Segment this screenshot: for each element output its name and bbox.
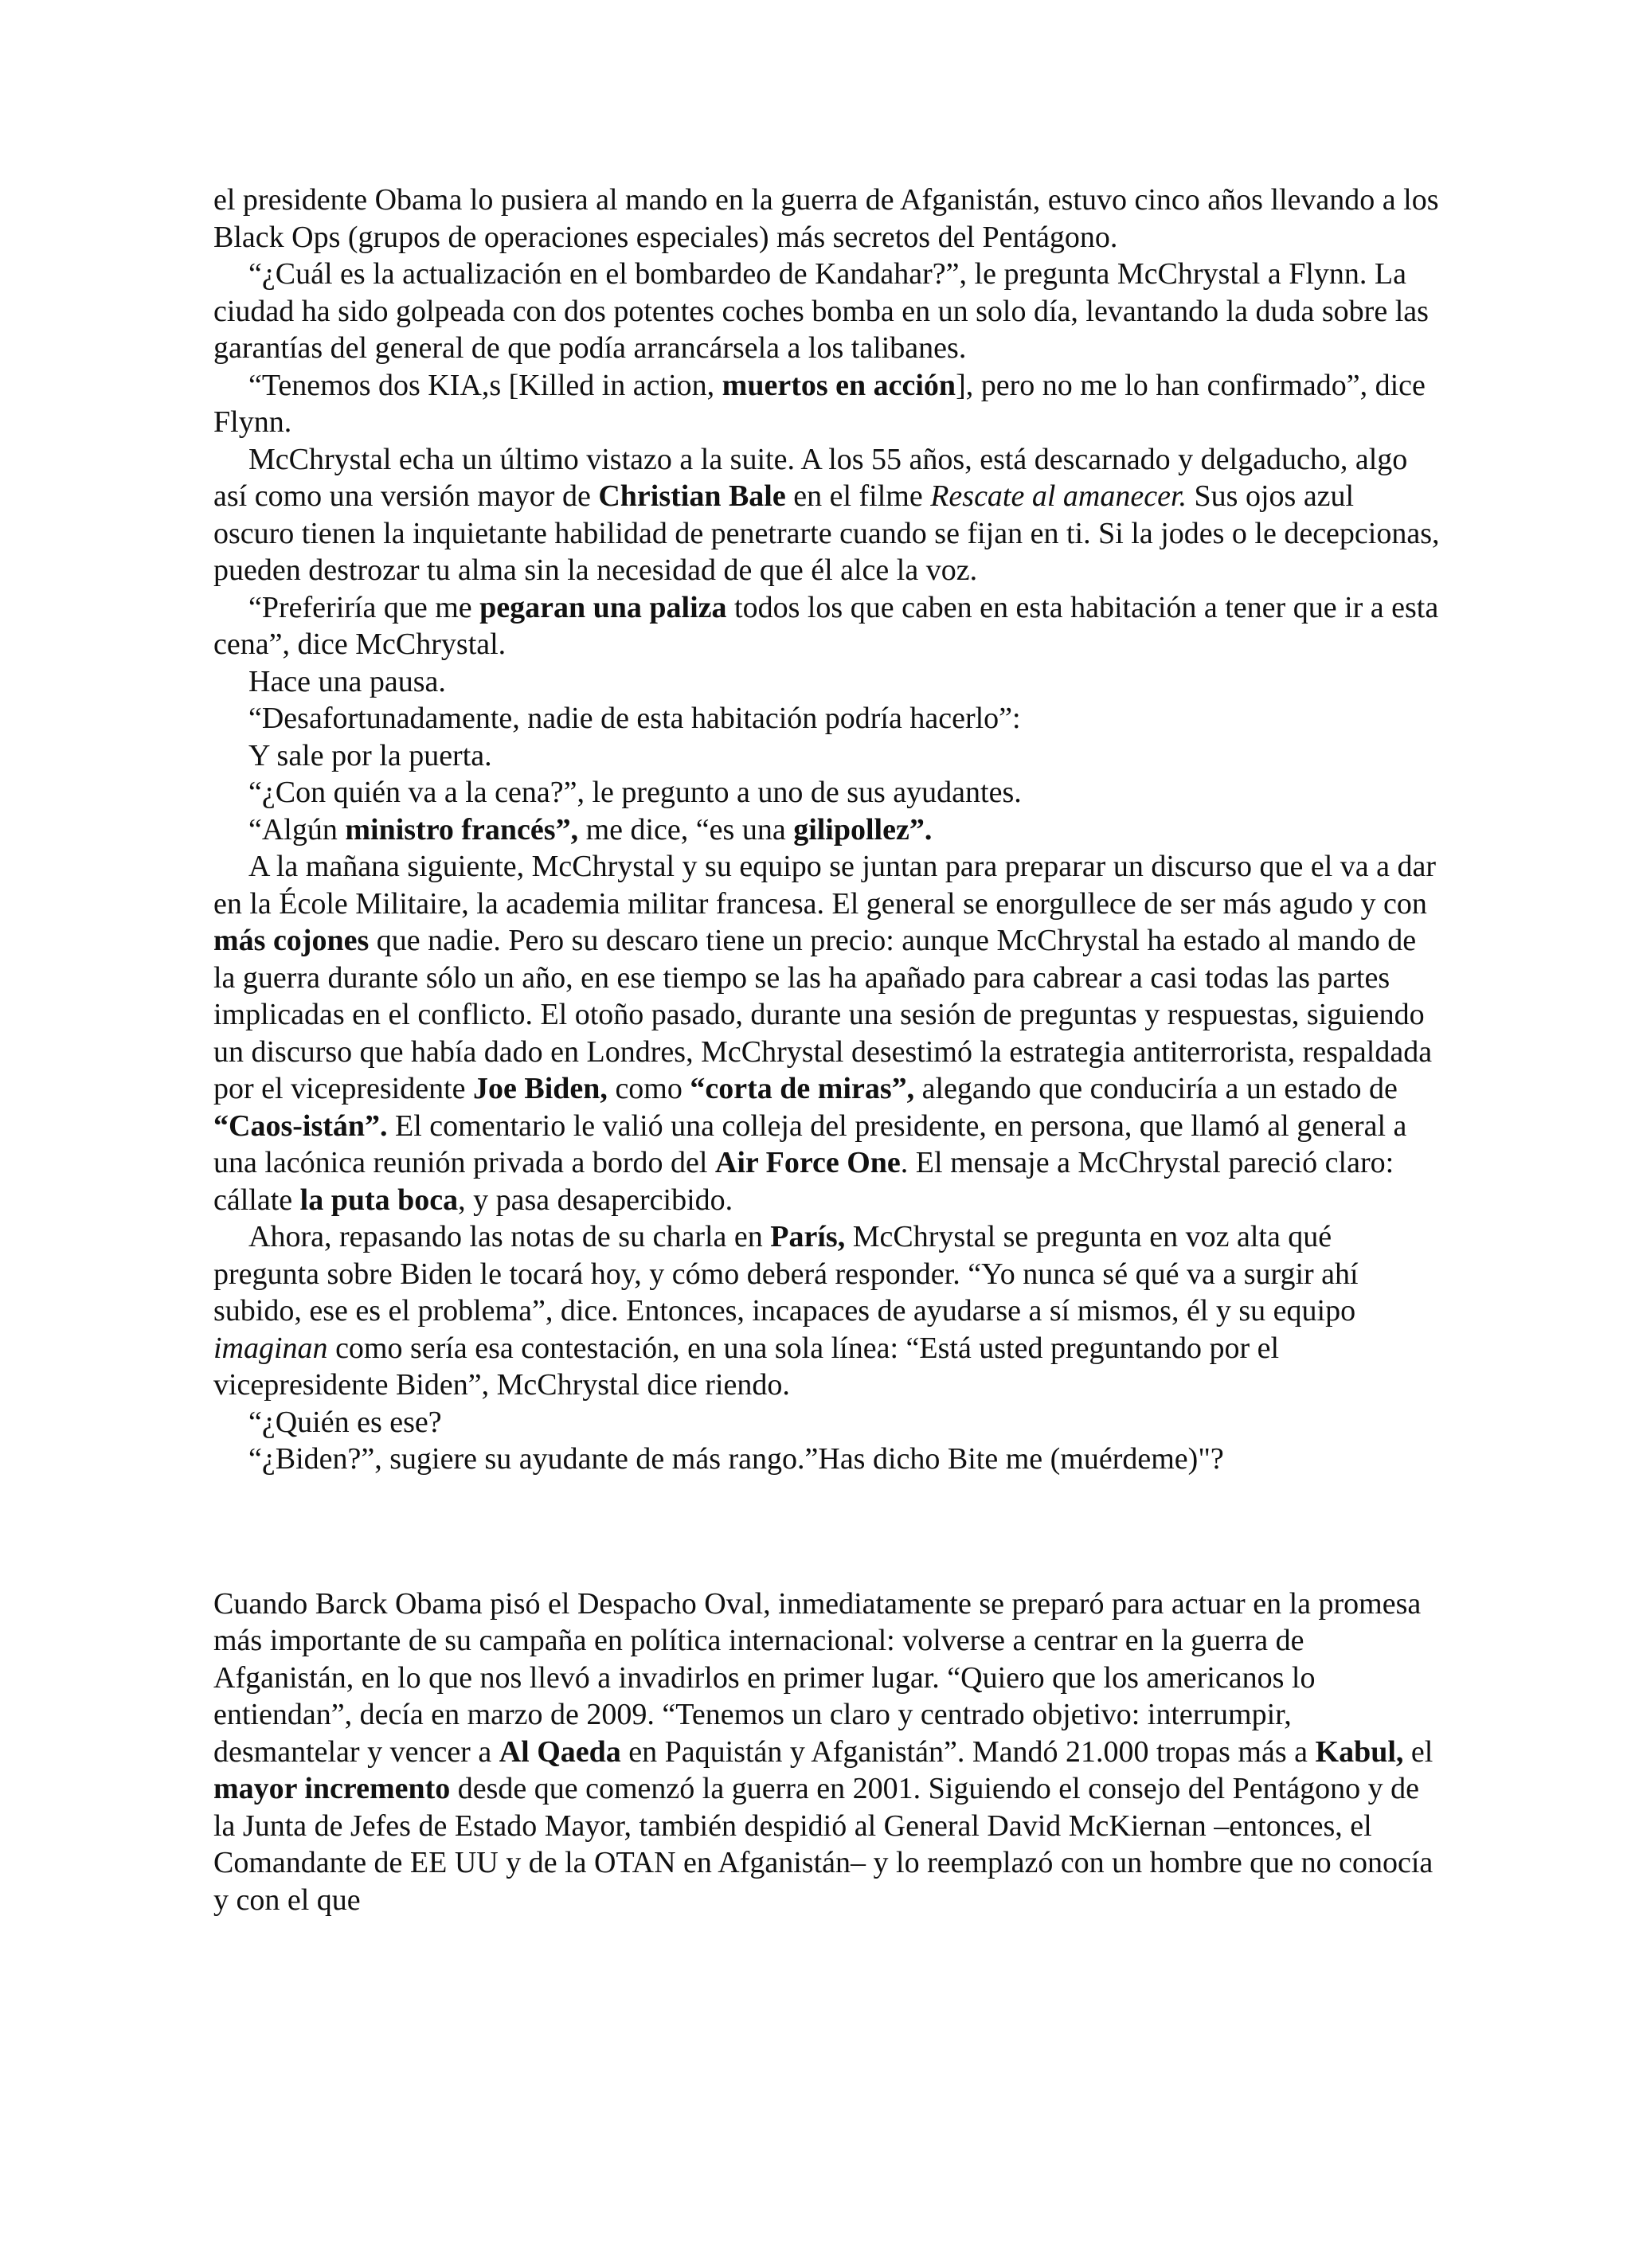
paragraph xyxy=(213,367,1440,441)
italic-text: Rescate al amanecer. xyxy=(930,479,1187,513)
bold-text: pegaran una paliza xyxy=(479,590,727,624)
paragraph xyxy=(213,1441,1440,1478)
bold-text: Christian Bale xyxy=(598,479,786,513)
paragraph xyxy=(213,848,1440,1218)
paragraph-text: , y pasa desapercibido. xyxy=(458,1183,733,1217)
paragraph-text: . El mensaje a McChrystal pareció claro: cállate xyxy=(213,1146,1394,1217)
paragraph xyxy=(213,774,1440,811)
paragraph xyxy=(213,811,1440,849)
paragraph-text: Ahora, repasando las notas de su charla en xyxy=(248,1220,771,1253)
paragraph-text: “Tenemos dos KIA,s [Killed in action, xyxy=(248,368,722,402)
paragraph xyxy=(213,182,1440,256)
italic-text: imaginan xyxy=(213,1331,328,1365)
bold-text: Air Force One xyxy=(714,1146,901,1179)
paragraph xyxy=(213,663,1440,701)
bold-text: muertos en acción xyxy=(722,368,956,402)
bold-text: la puta boca xyxy=(299,1183,459,1217)
document-page xyxy=(213,182,1440,1918)
paragraph-text: desde que comenzó la guerra en 2001. Siguiendo el consejo del Pentágono y de la Junta de Jefes de Estado Mayor, también despidió al General David McKiernan –entonces, el Comandante de EE UU y de la OTAN en Afganistán– y lo reemplazó con un hombre que no conocía y con el que xyxy=(213,1772,1433,1917)
paragraph xyxy=(213,1218,1440,1404)
paragraph-text: como xyxy=(607,1072,690,1105)
bold-text: París, xyxy=(770,1220,846,1253)
bold-text: mayor incremento xyxy=(213,1772,451,1805)
bold-text: gilipollez”. xyxy=(793,812,933,847)
paragraph-text: El comentario le valió una colleja del presidente, en persona, que llamó al general a una lacónica reunión privada a bordo del xyxy=(213,1109,1407,1179)
paragraph xyxy=(213,441,1440,589)
paragraph-text: McChrystal echa un último vistazo a la suite. A los 55 años, está descarnado y delgaducho, algo así como una versión mayor de xyxy=(213,442,1408,513)
paragraph-text: ], pero no me lo han confirmado”, dice Flynn. xyxy=(213,368,1426,439)
paragraph xyxy=(213,589,1440,663)
paragraph-text: alegando que conduciría a un estado de xyxy=(914,1072,1398,1105)
paragraph-text: “¿Biden?”, sugiere su ayudante de más rango.”Has dicho Bite me (muérdeme)"? xyxy=(248,1442,1224,1476)
paragraph-text: como sería esa contestación, en una sola línea: “Está usted preguntando por el vicepresidente Biden”, McChrystal dice riendo. xyxy=(213,1331,1280,1402)
paragraph-text: “¿Con quién va a la cena?”, le pregunto a uno de sus ayudantes. xyxy=(248,776,1022,809)
paragraph xyxy=(213,256,1440,367)
paragraph-text: el xyxy=(1403,1734,1433,1769)
paragraph-text: “¿Cuál es la actualización en el bombardeo de Kandahar?”, le pregunta McChrystal a Flynn. La ciudad ha sido golpeada con dos potentes coches bomba en un solo día, levantando la duda sobre las garantías del general de que podía arrancársela a los talibanes. xyxy=(213,257,1429,365)
paragraph-text: que nadie. Pero su descaro tiene un precio: aunque McChrystal ha estado al mando de la guerra durante sólo un año, en ese tiempo se las ha apañado para cabrear a casi todas las partes implicadas en el conflicto. El otoño pasado, durante una sesión de preguntas y respuestas, siguiendo un discurso que había dado en Londres, McChrystal desestimó la estrategia antiterrorista, respaldada por el vicepresidente xyxy=(213,924,1433,1105)
paragraph-text: “Desafortunadamente, nadie de esta habitación podría hacerlo”: xyxy=(248,702,1021,735)
paragraph-text: en Paquistán y Afganistán”. Mandó 21.000 tropas más a xyxy=(620,1734,1316,1769)
paragraph xyxy=(213,737,1440,775)
paragraph-text: en el filme xyxy=(785,479,931,513)
paragraph xyxy=(213,1404,1440,1441)
bold-text: Joe Biden, xyxy=(473,1072,608,1105)
paragraph xyxy=(213,700,1440,737)
paragraph xyxy=(213,1586,1440,1919)
bold-text: “Caos-istán”. xyxy=(213,1109,388,1143)
bold-text: Al Qaeda xyxy=(499,1734,621,1769)
paragraph-text: Sus ojos azul oscuro tienen la inquietante habilidad de penetrarte cuando se fijan en ti. Si la jodes o le decepcionas, pueden destrozar tu alma sin la necesidad de que él alce la voz. xyxy=(213,479,1440,587)
section-gap xyxy=(213,1478,1440,1586)
paragraph-text: A la mañana siguiente, McChrystal y su equipo se juntan para preparar un discurso que el va a dar en la École Militaire, la academia militar francesa. El general se enorgullece de ser más agudo y con xyxy=(213,850,1437,921)
paragraph-text: el presidente Obama lo pusiera al mando en la guerra de Afganistán, estuvo cinco años llevando a los Black Ops (grupos de operaciones especiales) más secretos del Pentágono. xyxy=(213,183,1439,254)
paragraph-text: “¿Quién es ese? xyxy=(248,1405,442,1439)
bold-text: Kabul, xyxy=(1315,1734,1404,1769)
paragraph-text: todos los que caben en esta habitación a tener que ir a esta cena”, dice McChrystal. xyxy=(213,590,1439,661)
paragraph-text: Cuando Barck Obama pisó el Despacho Oval, inmediatamente se preparó para actuar en la promesa más importante de su campaña en política internacional: volverse a centrar en la guerra de Afganistán, en lo que nos llevó a invadirlos en primer lugar. “Quiero que los americanos lo entiendan”, decía en marzo de 2009. “Tenemos un claro y centrado objetivo: interrumpir, desmantelar y vencer a xyxy=(213,1586,1422,1769)
bold-text: más cojones xyxy=(213,924,370,957)
bold-text: ministro francés”, xyxy=(345,812,579,847)
bold-text: “corta de miras”, xyxy=(690,1072,915,1105)
paragraph-text: McChrystal se pregunta en voz alta qué pregunta sobre Biden le tocará hoy, y cómo deberá responder. “Yo nunca sé qué va a surgir ahí subido, ese es el problema”, dice. Entonces, incapaces de ayudarse a sí mismos, él y su equipo xyxy=(213,1220,1359,1328)
paragraph-text: “Preferiría que me xyxy=(248,590,480,624)
paragraph-text: “Algún xyxy=(248,812,346,847)
paragraph-text: Hace una pausa. xyxy=(248,664,446,698)
paragraph-text: Y sale por la puerta. xyxy=(248,738,492,772)
paragraph-text: me dice, “es una xyxy=(578,812,794,847)
